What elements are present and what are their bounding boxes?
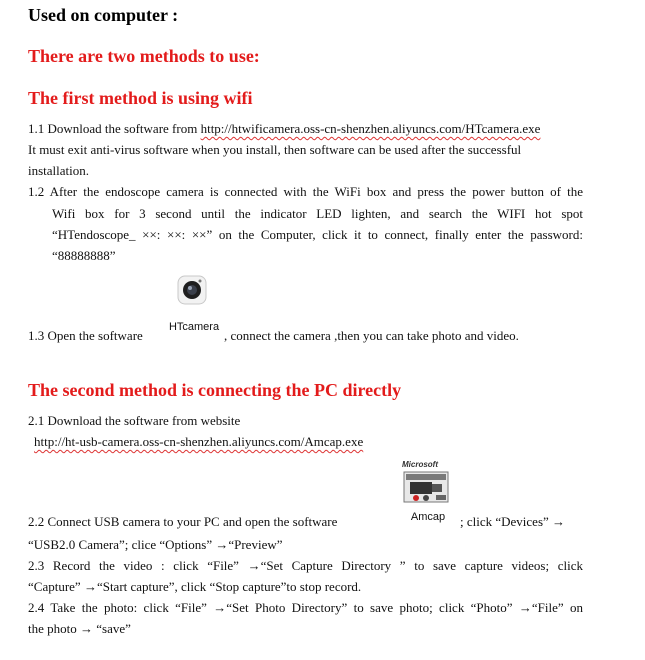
amcap-download-link[interactable]: http://ht-usb-camera.oss-cn-shenzhen.aliyuncs.com/Amcap.exe [34, 434, 364, 449]
step-2-2-line2: “USB2.0 Camera”; clice “Options” →“Preview” [28, 537, 283, 552]
amcap-icon [400, 470, 456, 506]
methods-heading: There are two methods to use: [28, 46, 260, 66]
first-method-heading: The first method is using wifi [28, 88, 253, 108]
step-1-1-line3: installation. [28, 163, 90, 178]
amcap-app[interactable] [398, 460, 458, 526]
step-1-3-suffix: , connect the camera ,then you can take photo and video. [224, 328, 519, 343]
microsoft-logo-text: Microsoft [402, 460, 438, 469]
step-1-1 [28, 121, 540, 137]
step-1-1-line2: It must exit anti-virus software when you install, then software can be used after the successful [28, 142, 522, 157]
step-2-3-line2: “Capture” →“Start capture”, click “Stop capture”to stop record. [28, 579, 362, 594]
htcamera-icon [166, 274, 218, 308]
step-2-2-prefix: 2.2 Connect USB camera to your PC and open the software [28, 514, 338, 529]
step-1-2-line2: Wifi box for 3 second until the indicator LED lighten, and search the WIFI hot spot [52, 206, 583, 221]
second-method-heading: The second method is connecting the PC directly [28, 380, 402, 400]
page-title: Used on computer : [28, 5, 179, 25]
step-1-2-line1: 1.2 After the endoscope camera is connected with the WiFi box and press the power button of the [28, 184, 583, 199]
step-2-2-suffix: ; click “Devices” → [460, 514, 566, 529]
step-2-1-line1: 2.1 Download the software from website [28, 413, 241, 428]
step-1-2-line3: “HTendoscope_ ××: ××: ××” on the Computer, click it to connect, finally enter the password: [52, 227, 583, 242]
step-2-4-line1: 2.4 Take the photo: click “File” →“Set Photo Directory” to save photo; click “Photo” →“File” on [28, 600, 583, 615]
step-1-3-prefix: 1.3 Open the software [28, 328, 143, 343]
step-2-4-line2: the photo → “save” [28, 621, 131, 636]
step-2-3-line1: 2.3 Record the video : click “File” →“Set Capture Directory ” to save capture videos; click [28, 558, 583, 573]
htcamera-download-link[interactable]: http://htwificamera.oss-cn-shenzhen.aliyuncs.com/HTcamera.exe [200, 121, 541, 136]
htcamera-icon-label: HTcamera [168, 321, 220, 333]
amcap-icon-label: Amcap [410, 511, 446, 523]
step-1-2-line4: “88888888” [52, 248, 116, 263]
htcamera-app[interactable] [166, 274, 220, 333]
step-1-1-prefix: 1.1 Download the software from [28, 121, 201, 136]
